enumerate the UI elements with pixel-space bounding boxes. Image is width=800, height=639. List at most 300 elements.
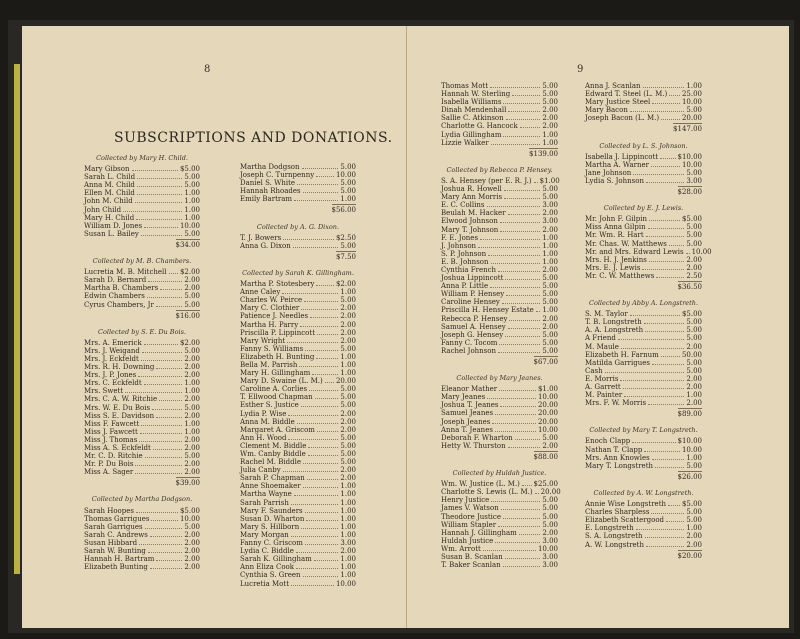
donor-name: Mrs. Swett xyxy=(84,387,124,396)
donor-row xyxy=(84,214,200,222)
leader-dots xyxy=(649,261,685,262)
donation-amount: $2.00 xyxy=(335,280,356,289)
donor-row xyxy=(240,458,356,466)
donation-amount: 2.00 xyxy=(542,528,558,537)
leader-dots xyxy=(141,425,182,426)
leader-dots xyxy=(308,447,338,448)
donor-row xyxy=(585,454,702,462)
donor-row xyxy=(84,301,200,309)
collection-block xyxy=(240,163,356,215)
leader-dots xyxy=(642,269,684,270)
column-right-b xyxy=(585,82,712,560)
donation-amount: 1.00 xyxy=(542,249,558,258)
donor-name: T. B. Longstreth xyxy=(585,318,642,327)
donor-name: Hannah Rhoades xyxy=(240,187,301,196)
donor-name: Miss S. E. Davidson xyxy=(84,411,155,420)
leader-dots xyxy=(293,247,339,248)
leader-dots xyxy=(151,520,178,521)
donation-amount: 2.00 xyxy=(184,538,200,547)
leader-dots xyxy=(291,504,339,505)
donor-row xyxy=(240,434,356,442)
donor-row xyxy=(240,280,356,288)
collection-heading: Collected by Mary H. Child. xyxy=(96,154,188,162)
donor-row xyxy=(84,387,200,395)
donation-amount: 2.00 xyxy=(184,444,200,452)
leader-dots xyxy=(636,529,685,530)
donation-amount: 1.00 xyxy=(340,360,356,369)
collection-block xyxy=(84,495,200,571)
donation-amount: 5.00 xyxy=(542,290,558,299)
leader-dots xyxy=(483,550,536,551)
donor-row xyxy=(240,563,356,571)
donor-row xyxy=(441,331,558,339)
donation-amount: 5.00 xyxy=(340,450,356,458)
leader-dots xyxy=(500,231,540,232)
leader-dots xyxy=(630,111,685,112)
donation-amount: $5.00 xyxy=(179,165,200,174)
donor-name: T. Baker Scanlan xyxy=(441,561,501,570)
donation-amount: 5.00 xyxy=(184,452,200,461)
donation-amount: 2.00 xyxy=(184,371,200,380)
donor-row xyxy=(84,276,200,284)
donor-row xyxy=(240,345,356,353)
donor-row xyxy=(585,516,702,524)
leader-dots xyxy=(303,576,339,577)
donation-amount: 3.00 xyxy=(542,217,558,226)
donor-name: Joseph Jeanes xyxy=(441,417,491,426)
donation-amount: 5.00 xyxy=(340,241,356,250)
donation-amount: 1.00 xyxy=(686,391,702,400)
donor-name: Miss J. Thomas xyxy=(84,435,138,444)
donor-name: Mary Gibson xyxy=(84,165,130,174)
donation-amount: 1.00 xyxy=(184,379,200,388)
donor-row xyxy=(441,82,558,90)
donor-row xyxy=(585,215,702,223)
donation-amount: 2.00 xyxy=(542,225,558,234)
donation-amount: 2.00 xyxy=(340,336,356,345)
donor-name: Edwin Chambers xyxy=(84,292,145,301)
leader-dots xyxy=(498,271,540,272)
donation-amount: 2.00 xyxy=(340,304,356,313)
donor-row xyxy=(585,153,702,161)
donor-name: Edward T. Steel (L. M.) xyxy=(585,90,668,99)
donor-row xyxy=(84,339,200,347)
leader-dots xyxy=(156,560,182,561)
donation-amount: 2.00 xyxy=(184,460,200,469)
leader-dots xyxy=(300,326,338,327)
donor-name: Matilda Garrigues xyxy=(585,358,650,367)
leader-dots xyxy=(305,512,339,513)
donor-name: Wm. Canby Biddle xyxy=(240,450,306,458)
leader-dots xyxy=(144,227,178,228)
donor-name: Sarah K. Gillingham xyxy=(240,555,312,564)
donor-row xyxy=(441,139,558,147)
donor-row xyxy=(441,393,558,401)
donor-name: Rebecca P. Hensey xyxy=(441,314,508,323)
leader-dots xyxy=(156,368,182,369)
donor-name: A. A. Longstreth xyxy=(585,326,644,335)
donor-name: Theodore Justice xyxy=(441,512,501,521)
donor-row xyxy=(441,266,558,274)
donor-row xyxy=(585,169,702,177)
leader-dots xyxy=(297,184,338,185)
donor-row xyxy=(441,217,558,225)
donor-row xyxy=(585,318,702,326)
leader-dots xyxy=(633,174,684,175)
total-amount: $34.00 xyxy=(175,240,200,249)
leader-dots xyxy=(534,182,538,183)
donor-name: S. P. Johnson xyxy=(441,249,487,258)
donor-name: Joshua T. Jeanes xyxy=(441,401,499,410)
leader-dots xyxy=(152,409,182,410)
donor-name: Lydia Gillingham xyxy=(441,130,502,139)
donation-amount: 20.00 xyxy=(335,377,356,386)
donor-row xyxy=(441,306,558,314)
page-edge-strip xyxy=(14,64,20,574)
leader-dots xyxy=(478,247,540,248)
donor-name: Lizzie Walker xyxy=(441,138,489,147)
donation-amount: 5.00 xyxy=(184,403,200,412)
donor-name: Sarah D. Bernard xyxy=(84,276,147,285)
donor-row xyxy=(441,339,558,347)
collection-total xyxy=(441,453,558,461)
donor-row xyxy=(441,315,558,323)
donor-name: Susan B. Scanlan xyxy=(441,552,503,561)
donor-name: Anna J. Scanlan xyxy=(585,82,641,90)
donor-row xyxy=(84,395,200,403)
donation-amount: 1.00 xyxy=(184,197,200,206)
donor-name: Mrs. R. H. Downing xyxy=(84,363,155,372)
donor-name: Priscilla H. Hensey Estate xyxy=(441,306,534,315)
leader-dots xyxy=(301,406,339,407)
donor-row xyxy=(441,131,558,139)
donation-amount: 1.00 xyxy=(184,387,200,396)
donation-amount: $5.00 xyxy=(681,310,702,319)
donation-amount: $10.00 xyxy=(677,152,702,161)
donor-row xyxy=(585,391,702,399)
donor-row xyxy=(441,504,558,512)
collection-block xyxy=(585,299,702,418)
donor-row xyxy=(240,187,356,195)
donor-row xyxy=(585,343,702,351)
leader-dots xyxy=(500,406,535,407)
leader-dots xyxy=(508,111,540,112)
donor-name: A. W. Longstreth xyxy=(585,540,644,549)
donation-amount: 2.00 xyxy=(340,547,356,556)
leader-dots xyxy=(503,518,540,519)
leader-dots xyxy=(536,311,541,312)
donor-name: Mrs. J. Weigand xyxy=(84,346,140,355)
donor-row xyxy=(84,436,200,444)
donation-amount: 2.00 xyxy=(340,417,356,426)
donor-row xyxy=(441,561,558,569)
donor-row xyxy=(441,258,558,266)
donation-amount: 2.00 xyxy=(686,383,702,391)
donation-amount: 1.00 xyxy=(184,213,200,222)
leader-dots xyxy=(656,277,684,278)
donation-amount: 2.00 xyxy=(686,532,702,541)
total-amount: $36.50 xyxy=(677,282,702,291)
donor-name: Samuel A. Hensey xyxy=(441,322,506,331)
donor-name: Lucretia M. B. Mitchell xyxy=(84,268,167,277)
donor-row xyxy=(585,82,702,90)
donation-amount: 10.00 xyxy=(179,514,200,523)
leader-dots xyxy=(304,301,338,302)
donor-row xyxy=(84,222,200,230)
donation-amount: 10.00 xyxy=(681,98,702,107)
donor-row xyxy=(441,209,558,217)
leader-dots xyxy=(649,220,680,221)
donation-amount: 2.00 xyxy=(340,320,356,329)
donation-amount: 2.00 xyxy=(340,425,356,434)
donation-amount: 5.00 xyxy=(542,274,558,283)
donation-amount: 2.00 xyxy=(184,547,200,556)
donor-row xyxy=(585,114,702,122)
donation-amount: 10.00 xyxy=(681,445,702,454)
total-amount: $147.00 xyxy=(673,125,702,134)
leader-dots xyxy=(630,315,680,316)
donation-amount: 5.00 xyxy=(686,168,702,177)
donation-amount: 5.00 xyxy=(340,296,356,305)
donation-amount: 5.00 xyxy=(184,522,200,531)
donor-row xyxy=(240,195,356,203)
donor-name: Daniel S. White xyxy=(240,179,296,188)
donor-name: Nathan T. Clapp xyxy=(585,445,643,454)
collection-heading: Collected by Huldah Justice. xyxy=(452,469,547,478)
leader-dots xyxy=(141,235,183,236)
leader-dots xyxy=(495,542,540,543)
donor-row xyxy=(240,377,356,385)
donor-row xyxy=(84,181,200,189)
leader-dots xyxy=(509,320,540,321)
leader-dots xyxy=(646,236,685,237)
donation-amount: 5.00 xyxy=(340,393,356,402)
donor-row xyxy=(240,304,356,312)
donor-row xyxy=(240,442,356,450)
total-amount: $28.00 xyxy=(677,188,702,197)
donation-amount: 2.00 xyxy=(542,122,558,131)
donor-row xyxy=(84,523,200,531)
donor-name: M. Painter xyxy=(585,391,623,400)
donation-amount: 5.00 xyxy=(542,90,558,99)
donor-row xyxy=(240,580,356,588)
donor-name: Mary H. Child xyxy=(84,213,135,222)
donor-name: Hannah H. Bartram xyxy=(84,555,155,564)
donor-row xyxy=(585,256,702,264)
donor-name: Rachel Johnson xyxy=(441,346,496,355)
donor-row xyxy=(240,401,356,409)
collection-total xyxy=(441,358,558,366)
collection-total xyxy=(585,552,702,560)
donor-name: Wm. W. Justice (L. M.) xyxy=(441,480,520,489)
donation-amount: 5.00 xyxy=(542,496,558,505)
leader-dots xyxy=(652,103,680,104)
leader-dots xyxy=(145,528,183,529)
donor-row xyxy=(84,206,200,214)
leader-dots xyxy=(135,202,183,203)
leader-dots xyxy=(153,449,183,450)
donation-amount: 1.00 xyxy=(542,241,558,250)
page-number: 8 xyxy=(204,64,211,75)
donor-name: Charles Sharpless xyxy=(585,508,650,517)
donor-row xyxy=(585,359,702,367)
donor-name: Mary Ann Morris xyxy=(441,193,503,202)
donation-amount: 2.00 xyxy=(542,209,558,218)
donor-name: Mary Jeanes xyxy=(441,393,486,402)
donor-name: Priscilla P. Lippincott xyxy=(240,328,316,337)
donor-name: Mr. John F. Gilpin xyxy=(585,215,647,224)
total-amount: $16.00 xyxy=(175,311,200,320)
leader-dots xyxy=(137,194,183,195)
donation-amount: 10.00 xyxy=(179,221,200,230)
leader-dots xyxy=(506,119,541,120)
donor-name: Cynthia French xyxy=(441,265,497,274)
donor-row xyxy=(441,323,558,331)
donor-row xyxy=(441,234,558,242)
donor-name: James V. Watson xyxy=(441,504,499,513)
donor-name: Martha P. Stotesbery xyxy=(240,280,315,289)
collection-heading: Collected by S. E. Du Bois. xyxy=(98,327,186,336)
donation-amount: 2.00 xyxy=(184,354,200,363)
leader-dots xyxy=(301,528,338,529)
donation-amount: 2.50 xyxy=(686,271,702,280)
donor-row xyxy=(585,500,702,508)
donor-row xyxy=(84,444,200,452)
leader-dots xyxy=(505,558,541,559)
donor-name: Isabella J. Lippincott xyxy=(585,152,659,161)
donor-name: Anne Shoemaker xyxy=(240,482,301,491)
donor-name: Mary S. Hillborn xyxy=(240,522,300,531)
total-amount: $89.00 xyxy=(677,410,702,419)
total-amount: $56.00 xyxy=(331,206,356,215)
leader-dots xyxy=(661,356,680,357)
donor-row xyxy=(240,385,356,393)
leader-dots xyxy=(661,119,680,120)
donor-row xyxy=(441,298,558,306)
donor-row xyxy=(84,420,200,428)
donor-name: Annie Wise Longstreth xyxy=(585,500,667,509)
leader-dots xyxy=(495,431,536,432)
donor-name: Mrs. J. Eckfeldt xyxy=(84,354,139,363)
donor-row xyxy=(84,452,200,460)
leader-dots xyxy=(139,544,182,545)
donor-name: Mary T. Longstreth xyxy=(585,461,654,470)
leader-dots xyxy=(325,382,334,383)
donor-name: Miss F. Fawcett xyxy=(84,419,140,428)
leader-dots xyxy=(139,441,182,442)
donor-name: Jane Johnson xyxy=(585,168,632,177)
donor-name: Sarah C. Andrews xyxy=(84,530,148,539)
donation-amount: 10.00 xyxy=(335,171,356,180)
donation-amount: 2.00 xyxy=(184,563,200,572)
donor-row xyxy=(240,288,356,296)
donor-name: Cash xyxy=(585,366,603,375)
donor-name: Samuel Jeanes xyxy=(441,409,494,418)
donor-name: Elizabeth H. Bunting xyxy=(240,352,315,361)
donor-row xyxy=(240,466,356,474)
donor-name: Mary T. Johnson xyxy=(441,225,499,234)
donor-name: Anne Caley xyxy=(240,288,281,297)
donor-row xyxy=(585,247,712,256)
donor-name: Mr. and Mrs. Edward Lewis xyxy=(585,247,684,256)
donor-row xyxy=(240,490,356,498)
donation-amount: 5.00 xyxy=(184,300,200,309)
donation-amount: 3.00 xyxy=(686,176,702,185)
leader-dots xyxy=(504,198,540,199)
donor-name: Joshua Lippincott xyxy=(441,274,504,283)
donor-row xyxy=(441,442,558,450)
donor-row xyxy=(441,114,558,122)
donor-name: Mary H. Gillingham xyxy=(240,369,311,378)
donation-amount: 2.00 xyxy=(184,276,200,285)
total-amount: $26.00 xyxy=(677,472,702,481)
donation-amount: 2.00 xyxy=(542,441,558,450)
donation-amount: 1.00 xyxy=(542,233,558,242)
donor-row xyxy=(441,553,558,561)
donation-amount: 20.00 xyxy=(540,488,561,497)
collection-block xyxy=(585,142,702,197)
donation-amount: 1.00 xyxy=(340,288,356,297)
donor-row xyxy=(240,539,356,547)
leader-dots xyxy=(623,388,685,389)
collection-heading: Collected by E. J. Lewis. xyxy=(603,204,684,213)
donor-row xyxy=(441,401,558,409)
leader-dots xyxy=(283,471,339,472)
donation-amount: 2.00 xyxy=(184,395,200,404)
donor-row xyxy=(441,98,558,106)
donor-row xyxy=(240,369,356,377)
donation-amount: 2.00 xyxy=(184,530,200,539)
donor-row xyxy=(585,437,702,445)
donor-name: John Child xyxy=(84,205,122,214)
donation-amount: 10.00 xyxy=(691,247,712,256)
donor-row xyxy=(240,337,356,345)
collection-heading: Collected by A. G. Dixon. xyxy=(256,222,340,231)
donor-name: Hetty W. Thurston xyxy=(441,441,506,450)
donation-amount: 1.00 xyxy=(340,482,356,491)
collection-total xyxy=(84,312,200,320)
donation-amount: 10.00 xyxy=(537,544,558,553)
leader-dots xyxy=(303,192,339,193)
donation-amount: $2.00 xyxy=(179,338,200,347)
donor-name: Huldah Justice xyxy=(441,536,494,545)
donor-row xyxy=(441,409,558,417)
donation-amount: 5.00 xyxy=(184,173,200,182)
leader-dots xyxy=(315,398,339,399)
collection-total xyxy=(240,206,356,214)
leader-dots xyxy=(309,390,338,391)
donor-name: William P. Hensey xyxy=(441,290,505,299)
donation-amount: 5.00 xyxy=(686,358,702,367)
donor-row xyxy=(441,122,558,130)
donation-amount: 5.00 xyxy=(340,401,356,410)
donor-name: Thomas Garrigues xyxy=(84,514,150,523)
donation-amount: 20.00 xyxy=(681,114,702,123)
donor-name: Mr. C. D. Ritchie xyxy=(84,452,143,461)
leader-dots xyxy=(666,521,684,522)
leader-dots xyxy=(503,103,540,104)
collection-total xyxy=(585,473,702,481)
donor-name: Lucretia Mott xyxy=(240,579,290,588)
donor-name: Susan Hibbard xyxy=(84,538,138,547)
leader-dots xyxy=(302,168,339,169)
donor-row xyxy=(240,418,356,426)
donor-row xyxy=(84,507,200,515)
donation-amount: 1.00 xyxy=(542,138,558,147)
leader-dots xyxy=(317,334,338,335)
donor-name: Sarah Hoopes xyxy=(84,506,134,515)
donor-row xyxy=(84,468,200,476)
